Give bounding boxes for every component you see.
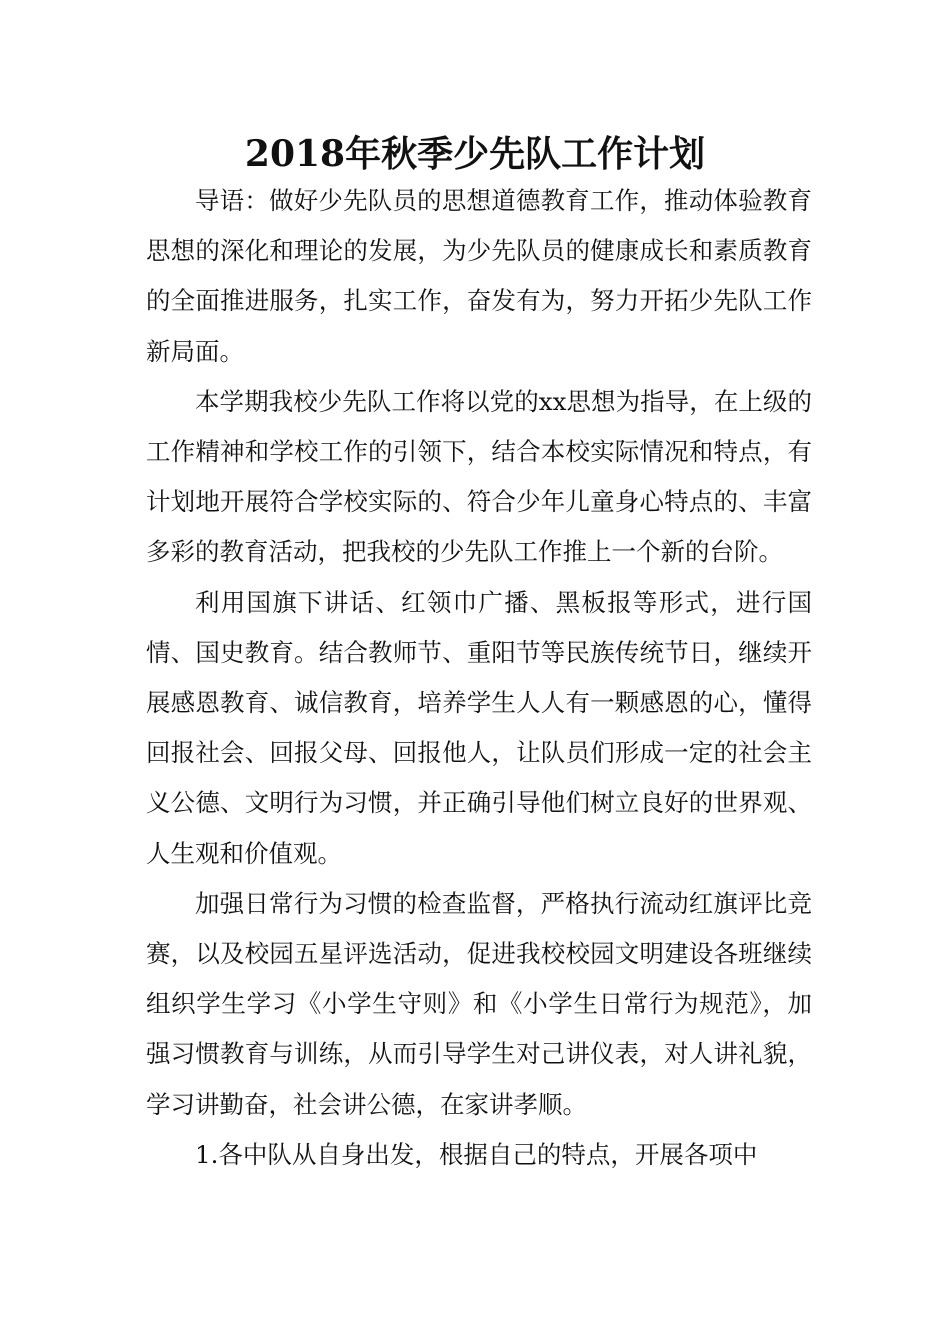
paragraph-patriotic-education: 利用国旗下讲话、红领巾广播、黑板报等形式，进行国情、国史教育。结合教师节、重阳节等民族传统节日，继续开展感恩教育、诚信教育，培养学生人人有一颗感恩的心，懂得回报社会、回报父母、回报他人，让队员们形成一定的社会主义公德、文明行为习惯，并正确引导他们树立良好的世界观、人生观和价值观。 — [146, 587, 812, 868]
document-title: 2018年秋季少先队工作计划 — [244, 133, 706, 175]
paragraph-guiding-principle: 本学期我校少先队工作将以党的xx思想为指导，在上级的工作精神和学校工作的引领下，结合本校实际情况和特点，有计划地开展符合学校实际的、符合少年儿童身心特点的、丰富多彩的教育活动，把我校的少先队工作推上一个新的台阶。 — [146, 386, 812, 567]
document-body — [146, 176, 812, 1180]
paragraph-behavior-habits: 加强日常行为习惯的检查监督，严格执行流动红旗评比竞赛，以及校园五星评选活动，促进我校校园文明建设各班继续组织学生学习《小学生守则》和《小学生日常行为规范》，加强习惯教育与训练，从而引导学生对己讲仪表，对人讲礼貌，学习讲勤奋，社会讲公德，在家讲孝顺。 — [146, 888, 812, 1119]
paragraph-intro: 导语：做好少先队员的思想道德教育工作，推动体验教育思想的深化和理论的发展，为少先队员的健康成长和素质教育的全面推进服务，扎实工作，奋发有为，努力开拓少先队工作新局面。 — [146, 186, 812, 366]
paragraph-item-1: 1.各中队从自身出发，根据自己的特点，开展各项中 — [195, 1139, 758, 1169]
